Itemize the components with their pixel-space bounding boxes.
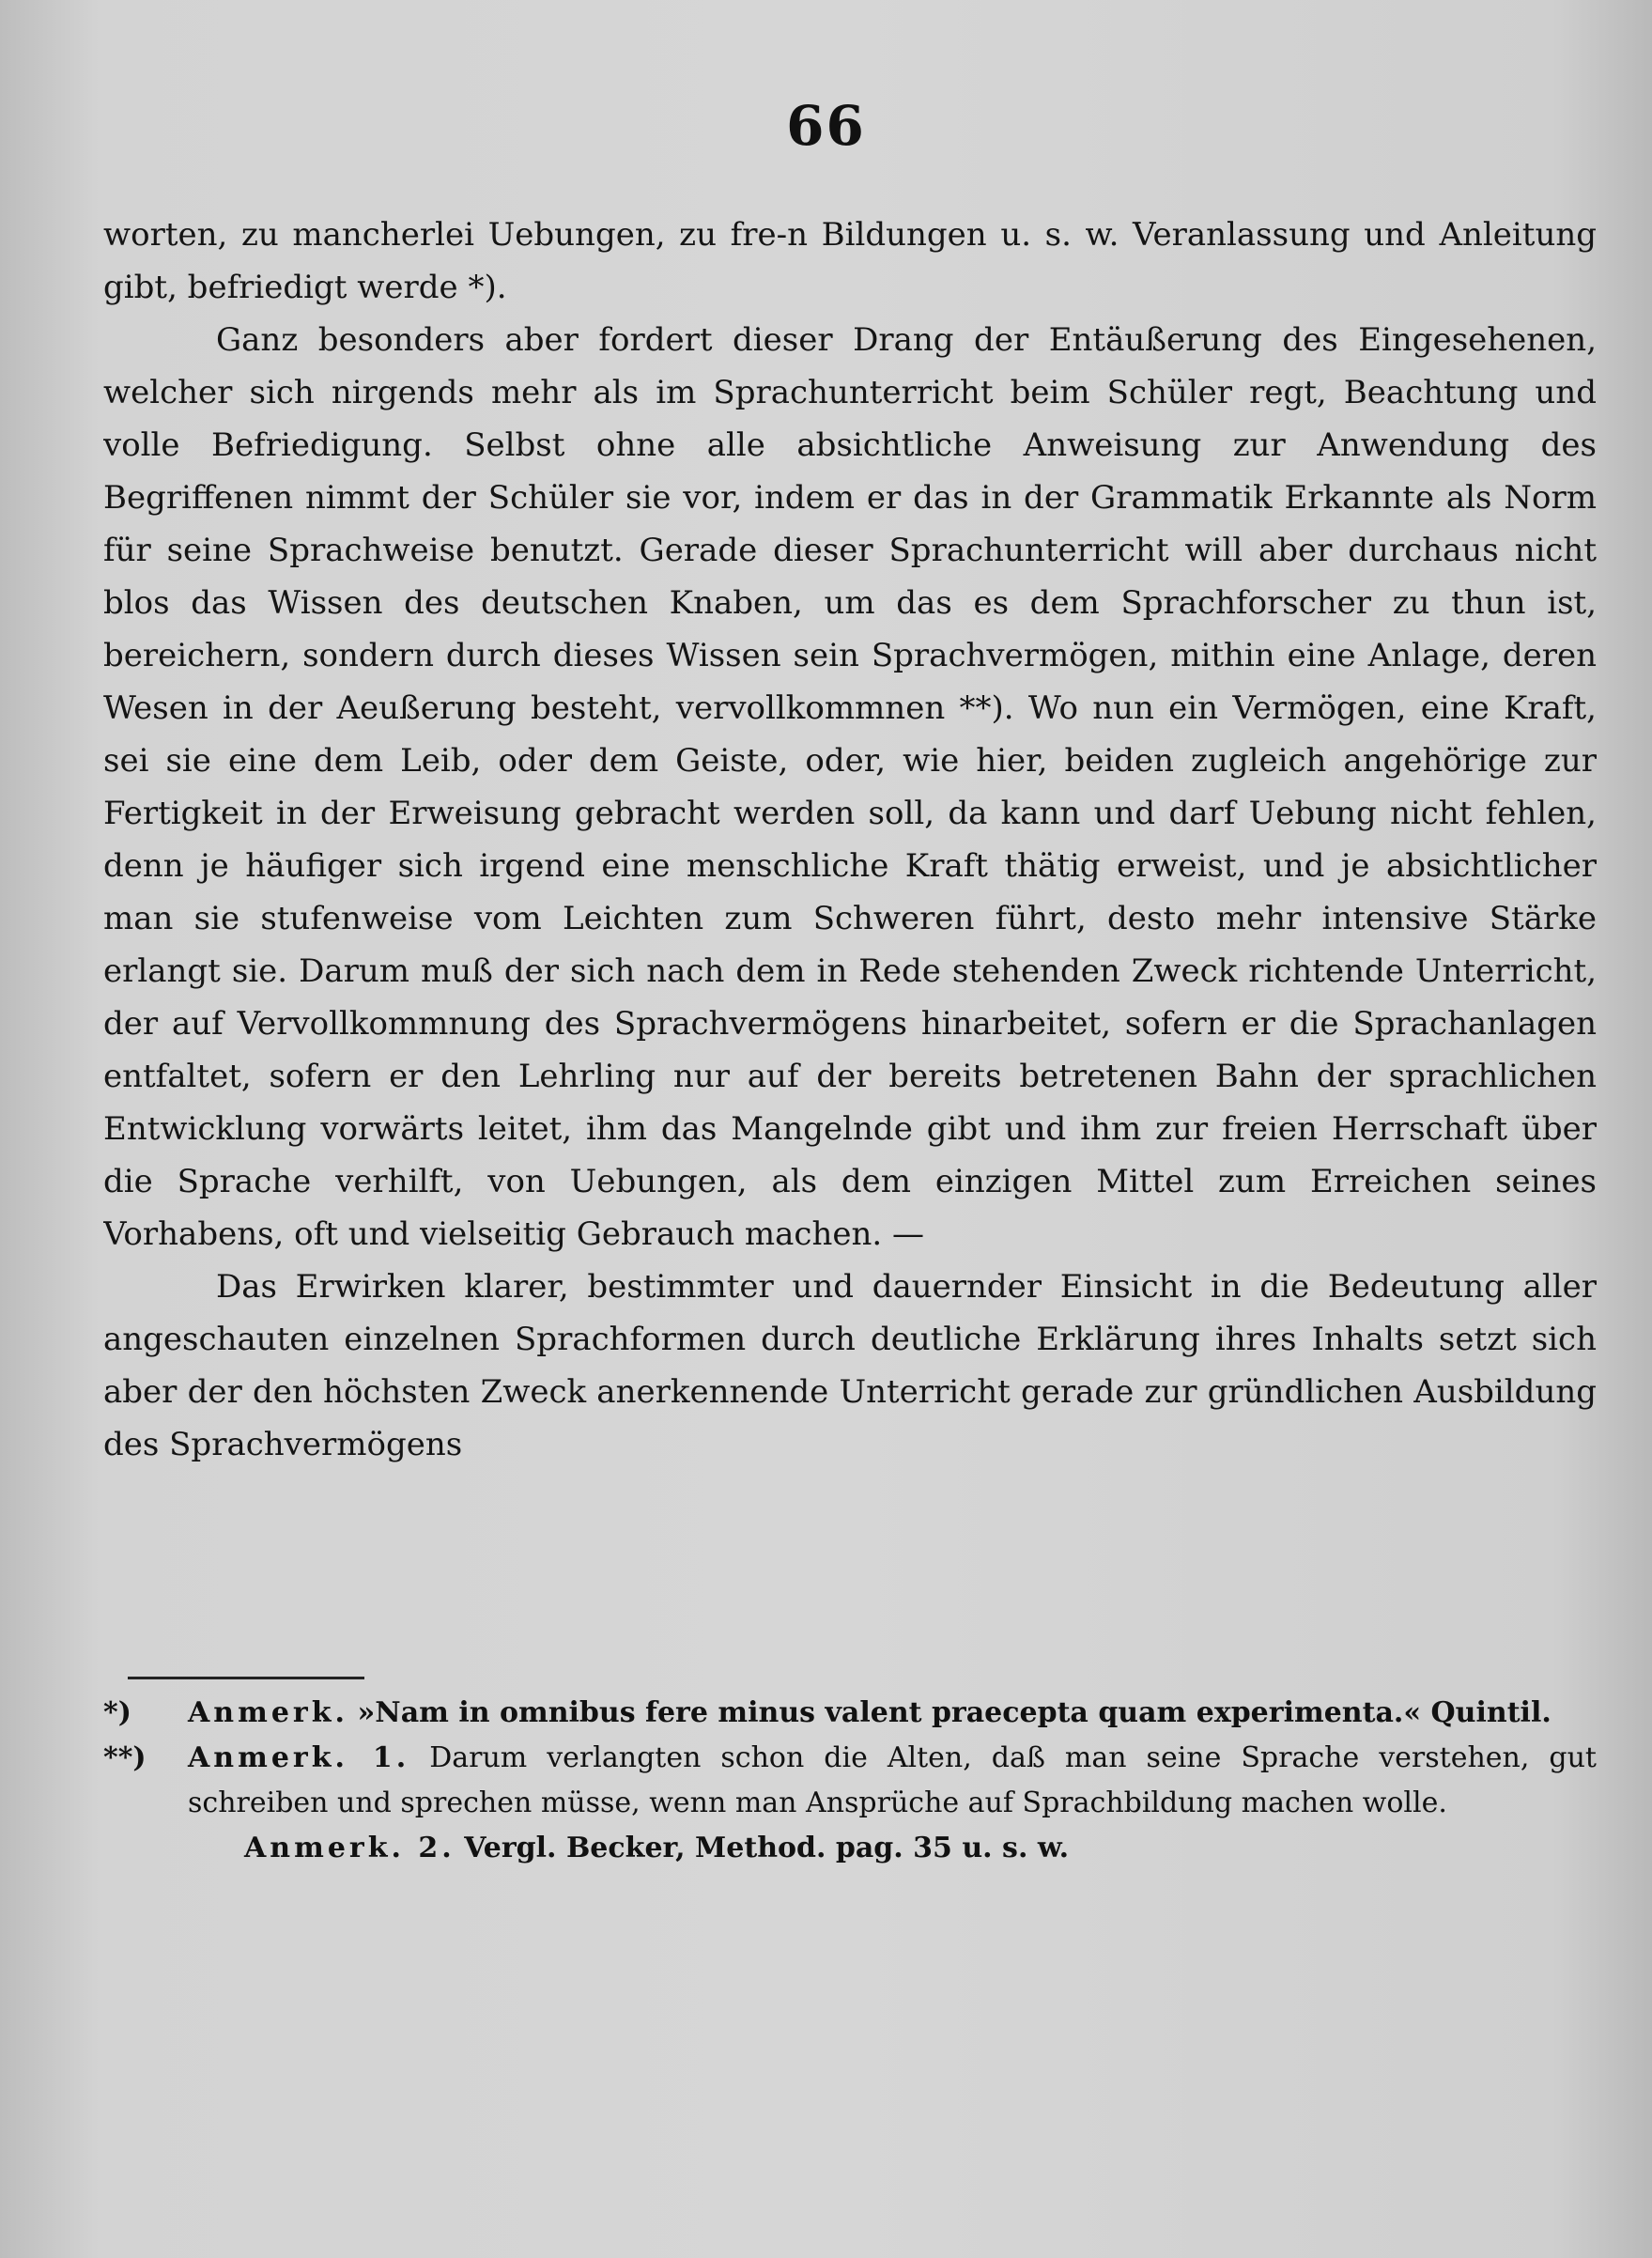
page-number: 66 bbox=[786, 94, 866, 158]
paragraph-3: Das Erwirken klarer, bestimmter und dauernder Einsicht in die Bedeutung aller angeschauten einzelnen Sprachformen durch deutliche Erklärung ihres Inhalts setzt sich aber der den höchsten Zweck anerkennende Unterricht gerade zur gründlichen Ausbildung des Sprachvermögens bbox=[103, 1268, 1597, 1463]
footnote-1 bbox=[103, 1691, 1597, 1736]
footnote-3-text: Vergl. Becker, Method. pag. 35 u. s. w. bbox=[464, 1832, 1070, 1864]
footnotes bbox=[103, 1691, 1597, 1991]
footnote-3-label: Anmerk. 2. bbox=[244, 1832, 455, 1864]
footnote-divider bbox=[128, 1677, 364, 1679]
footnote-1-text: »Nam in omnibus fere minus valent praecepta quam experimenta.« Quintil. bbox=[357, 1696, 1552, 1729]
footnote-2-mark: **) bbox=[103, 1741, 147, 1774]
body-text bbox=[103, 209, 1597, 1655]
footnote-2-text: Darum verlangten schon die Alten, daß man seine Sprache verstehen, gut schreiben und sprechen müsse, wenn man Ansprüche auf Sprachbildung machen wolle. bbox=[188, 1741, 1597, 1819]
footnote-2-label: Anmerk. 1. bbox=[188, 1741, 410, 1774]
footnote-1-label: Anmerk. bbox=[188, 1696, 348, 1729]
paragraph-2: Ganz besonders aber fordert dieser Drang der Entäußerung des Eingesehenen, welcher sich nirgends mehr als im Sprachunterricht beim Schüler regt, Beachtung und volle Befriedigung. Selbst ohne alle absichtliche Anweisung zur Anwendung des Begriffenen nimmt der Schüler sie vor, indem er das in der Grammatik Erkannte als Norm für seine Sprachweise benutzt. Gerade dieser Sprachunterricht will aber durchaus nicht blos das Wissen des deutschen Knaben, um das es dem Sprachforscher zu thun ist, bereichern, sondern durch dieses Wissen sein Sprachvermögen, mithin eine Anlage, deren Wesen in der Aeußerung besteht, vervollkommnen **). Wo nun ein Vermögen, eine Kraft, sei sie eine dem Leib, oder dem Geiste, oder, wie hier, beiden zugleich angehörige zur Fertigkeit in der Erweisung gebracht werden soll, da kann und darf Uebung nicht fehlen, denn je häufiger sich irgend eine menschliche Kraft thätig erweist, und je absichtlicher man sie stufenweise vom Leichten zum Schweren führt, desto mehr intensive Stärke erlangt sie. Darum muß der sich nach dem in Rede stehenden Zweck richtende Unterricht, der auf Vervollkommnung des Sprachvermögens hinarbeitet, sofern er die Sprachanlagen entfaltet, sofern er den Lehrling nur auf der bereits betretenen Bahn der sprachlichen Entwicklung vorwärts leitet, ihm das Mangelnde gibt und ihm zur freien Herrschaft über die Sprache verhilft, von Uebungen, als dem einzigen Mittel zum Erreichen seines Vorhabens, oft und vielseitig Gebrauch machen. — bbox=[103, 321, 1597, 1253]
paragraph-1: worten, zu mancherlei Uebungen, zu fre‑n Bildungen u. s. w. Veranlassung und Anleitung gibt, befriedigt werde *). bbox=[103, 216, 1597, 306]
footnote-2 bbox=[103, 1736, 1597, 1826]
footnote-1-mark: *) bbox=[103, 1696, 131, 1729]
footnote-3 bbox=[103, 1826, 1597, 1871]
